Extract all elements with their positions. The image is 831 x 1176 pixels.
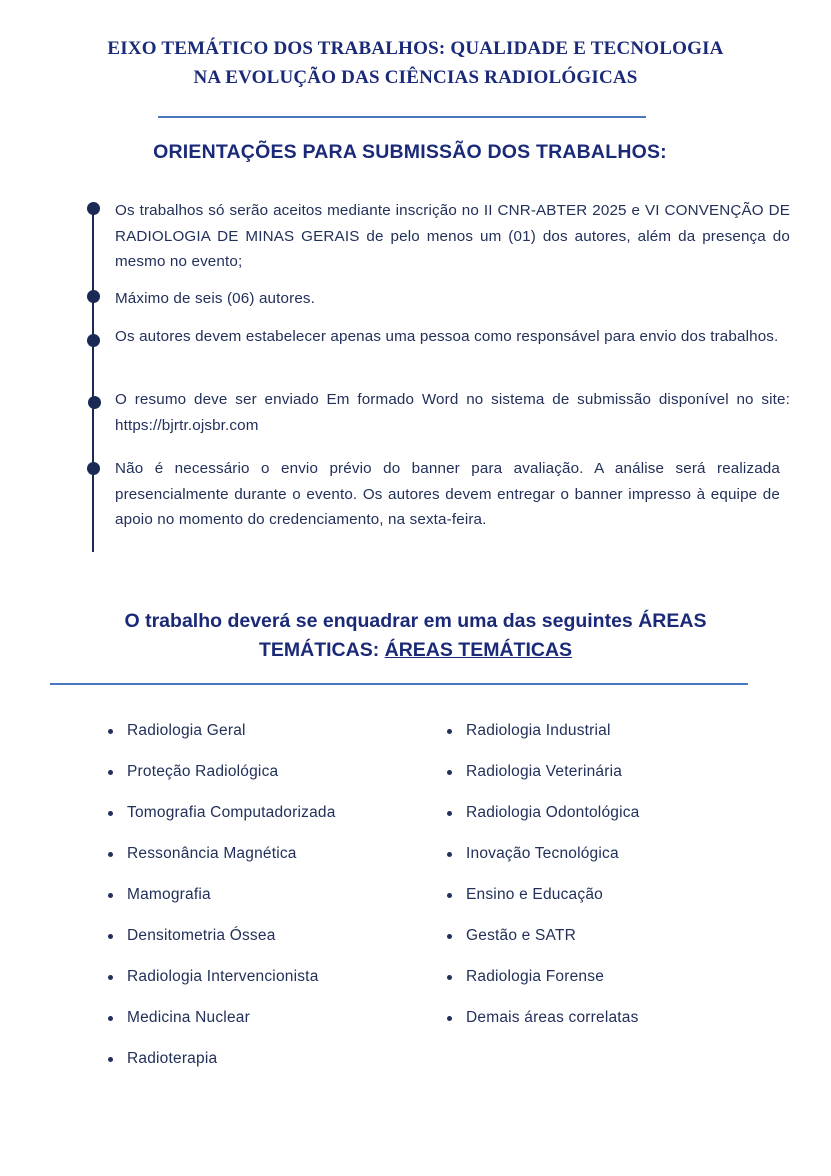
title-divider [158, 116, 646, 118]
bullet-icon [447, 934, 452, 939]
bullet-icon [108, 729, 113, 734]
area-label: Demais áreas correlatas [466, 1009, 639, 1026]
bullet-icon [447, 811, 452, 816]
guideline-text: Não é necessário o envio prévio do banner para avaliação. A análise será realizada presencialmente durante o evento. Os autores devem entregar o banner impresso à equipe de apoio no momento do credenciamento, na sexta-feira. [115, 460, 780, 528]
title-line-1: EIXO TEMÁTICO DOS TRABALHOS: QUALIDADE E TECNOLOGIA [107, 38, 724, 59]
area-label: Mamografia [127, 886, 211, 903]
bullet-icon [447, 729, 452, 734]
area-label: Densitometria Óssea [127, 927, 276, 944]
bullet-icon [108, 852, 113, 857]
bullet-icon [108, 1016, 113, 1021]
areas-heading-line-1: O trabalho deverá se enquadrar em uma das seguintes ÁREAS [124, 610, 707, 632]
guideline-item [115, 387, 790, 438]
guideline-text: Os trabalhos só serão aceitos mediante inscrição no II CNR-ABTER 2025 e VI CONVENÇÃO DE RADIOLOGIA DE MINAS GERAIS de pelo menos um (01) dos autores, além da presença do mesmo no evento; [115, 202, 790, 270]
area-label: Gestão e SATR [466, 927, 576, 944]
area-label: Ressonância Magnética [127, 845, 297, 862]
bullet-icon [447, 770, 452, 775]
areas-heading-prefix: TEMÁTICAS: [258, 639, 385, 661]
areas-heading-line-2 [0, 636, 831, 665]
area-label: Proteção Radiológica [127, 763, 279, 780]
bullet-icon [108, 934, 113, 939]
area-label: Radiologia Industrial [466, 722, 611, 739]
area-label: Radiologia Odontológica [466, 804, 640, 821]
guideline-text: Máximo de seis (06) autores. [115, 290, 316, 307]
timeline-dot [87, 290, 100, 303]
bullet-icon [108, 975, 113, 980]
guideline-item [115, 324, 790, 350]
timeline-dot [87, 202, 100, 215]
bullet-icon [447, 1016, 452, 1021]
areas-divider [50, 683, 748, 685]
bullet-icon [108, 811, 113, 816]
timeline-dot [87, 462, 100, 475]
area-label: Medicina Nuclear [127, 1009, 250, 1026]
guideline-text: Os autores devem estabelecer apenas uma pessoa como responsável para envio dos trabalhos. [115, 328, 779, 345]
area-label: Ensino e Educação [466, 886, 603, 903]
guidelines-heading: ORIENTAÇÕES PARA SUBMISSÃO DOS TRABALHOS: [153, 141, 667, 163]
area-label: Radioterapia [127, 1050, 218, 1067]
bullet-icon [447, 975, 452, 980]
area-label: Radiologia Intervencionista [127, 968, 319, 985]
areas-link[interactable]: ÁREAS TEMÁTICAS [384, 639, 573, 661]
title-line-2: NA EVOLUÇÃO DAS CIÊNCIAS RADIOLÓGICAS [193, 67, 638, 88]
area-label: Radiologia Geral [127, 722, 246, 739]
area-label: Inovação Tecnológica [466, 845, 619, 862]
bullet-icon [447, 893, 452, 898]
guideline-text: O resumo deve ser enviado Em formado Word no sistema de submissão disponível no site: https://bjrtr.ojsbr.com [115, 391, 790, 434]
bullet-icon [447, 852, 452, 857]
bullet-icon [108, 770, 113, 775]
timeline-line [92, 208, 94, 552]
area-label: Radiologia Forense [466, 968, 605, 985]
guideline-item [115, 198, 790, 275]
timeline-dot [88, 396, 101, 409]
guideline-item [115, 456, 780, 533]
area-label: Tomografia Computadorizada [127, 804, 336, 821]
timeline-dot [87, 334, 100, 347]
guideline-item [115, 286, 790, 312]
areas-heading [0, 607, 831, 665]
area-label: Radiologia Veterinária [466, 763, 623, 780]
document-title [0, 34, 831, 92]
bullet-icon [108, 893, 113, 898]
bullet-icon [108, 1057, 113, 1062]
